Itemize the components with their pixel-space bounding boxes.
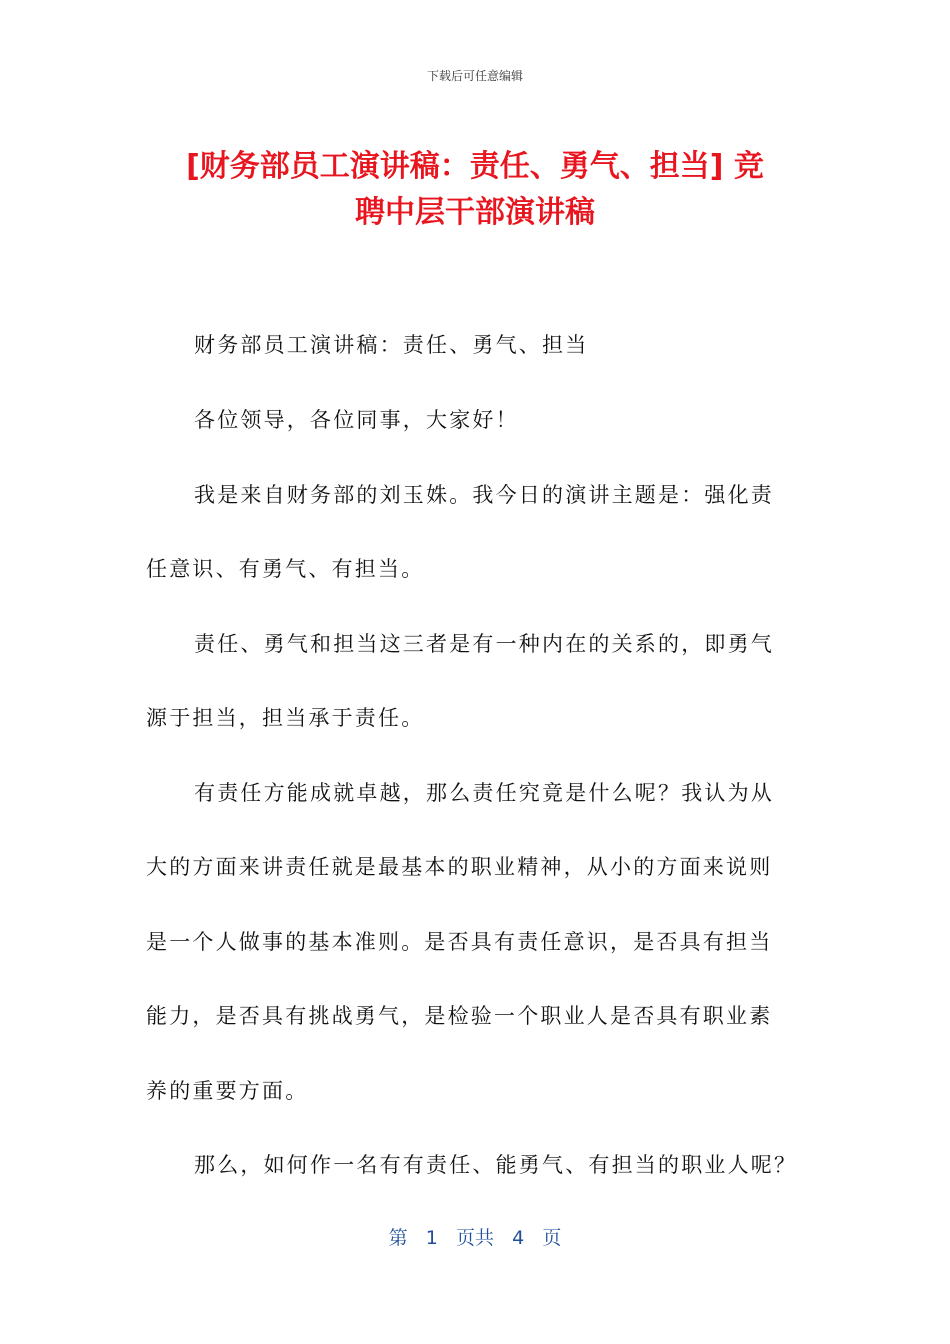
body-line: 有责任方能成就卓越，那么责任究竟是什么呢？我认为从 <box>194 781 774 805</box>
document-title <box>140 144 810 236</box>
body-line-subtitle: 财务部员工演讲稿：责任、勇气、担当 <box>194 333 589 357</box>
title-line-1: [财务部员工演讲稿：责任、勇气、担当] 竞 <box>186 149 764 184</box>
title-line-2: 聘中层干部演讲稿 <box>355 195 595 230</box>
body-line: 养的重要方面。 <box>146 1079 309 1103</box>
footer-label-of: 页共 <box>455 1227 494 1249</box>
body-line: 那么，如何作一名有有责任、能勇气、有担当的职业人呢？ <box>194 1153 798 1177</box>
footer-label-page: 第 <box>388 1227 408 1249</box>
footer-current-page: 1 <box>425 1227 438 1249</box>
footer-total-pages: 4 <box>512 1227 525 1249</box>
body-line: 任意识、有勇气、有担当。 <box>146 557 425 581</box>
body-line: 大的方面来讲责任就是最基本的职业精神，从小的方面来说则 <box>146 855 773 879</box>
header-note: 下载后可任意编辑 <box>426 69 523 83</box>
footer-label-pages: 页 <box>542 1227 562 1249</box>
body-line: 是一个人做事的基本准则。是否具有责任意识，是否具有担当 <box>146 930 773 954</box>
body-line: 能力，是否具有挑战勇气，是检验一个职业人是否具有职业素 <box>146 1004 773 1028</box>
body-line: 源于担当，担当承于责任。 <box>146 706 425 730</box>
body-line: 责任、勇气和担当这三者是有一种内在的关系的，即勇气 <box>194 632 774 656</box>
body-line-greeting: 各位领导，各位同事，大家好！ <box>194 408 519 432</box>
page-footer <box>0 1224 950 1252</box>
body-line: 我是来自财务部的刘玉姝。我今日的演讲主题是：强化责 <box>194 483 774 507</box>
